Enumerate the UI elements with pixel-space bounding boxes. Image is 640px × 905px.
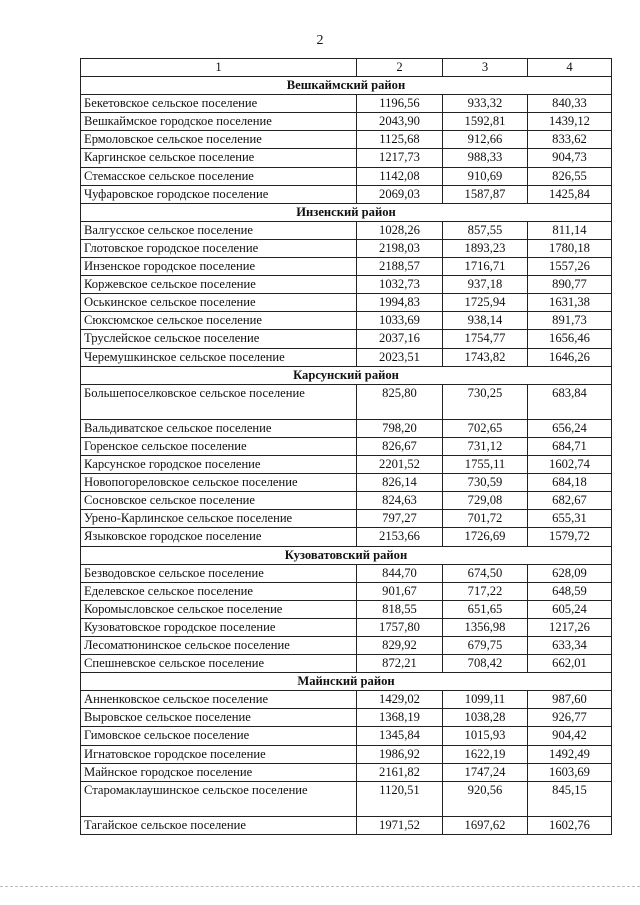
- value-cell-col-2: 797,27: [357, 510, 443, 528]
- settlement-name-cell: Спешневское сельское поселение: [81, 655, 357, 673]
- table-row: [81, 510, 612, 528]
- table-row: [81, 456, 612, 474]
- district-heading: Карсунский район: [81, 366, 612, 384]
- value-cell-col-3: 1592,81: [443, 113, 528, 131]
- value-cell-col-4: 890,77: [528, 276, 612, 294]
- settlement-name-cell: Сосновское сельское поселение: [81, 492, 357, 510]
- column-header: 4: [528, 59, 612, 77]
- settlement-name-cell: Вешкаймское городское поселение: [81, 113, 357, 131]
- table-body: [81, 59, 612, 835]
- table-row: [81, 691, 612, 709]
- value-cell-col-2: 1196,56: [357, 95, 443, 113]
- value-cell-col-3: 1356,98: [443, 618, 528, 636]
- value-cell-col-4: 605,24: [528, 600, 612, 618]
- table-row: [81, 564, 612, 582]
- table-row: [81, 582, 612, 600]
- value-cell-col-2: 825,80: [357, 384, 443, 419]
- value-cell-col-3: 938,14: [443, 312, 528, 330]
- value-cell-col-3: 912,66: [443, 131, 528, 149]
- value-cell-col-4: 1557,26: [528, 258, 612, 276]
- settlement-name-cell: Бекетовское сельское поселение: [81, 95, 357, 113]
- value-cell-col-4: 633,34: [528, 637, 612, 655]
- settlement-name-cell: Игнатовское городское поселение: [81, 745, 357, 763]
- district-heading-row: [81, 366, 612, 384]
- district-heading-row: [81, 673, 612, 691]
- value-cell-col-4: 628,09: [528, 564, 612, 582]
- value-cell-col-4: 845,15: [528, 781, 612, 816]
- table-row: [81, 528, 612, 546]
- value-cell-col-4: 662,01: [528, 655, 612, 673]
- value-cell-col-2: 2023,51: [357, 348, 443, 366]
- value-cell-col-4: 1217,26: [528, 618, 612, 636]
- settlement-name-cell: Горенское сельское поселение: [81, 437, 357, 455]
- settlement-name-cell: Лесоматюнинское сельское поселение: [81, 637, 357, 655]
- table-row: [81, 384, 612, 419]
- value-cell-col-2: 2161,82: [357, 763, 443, 781]
- value-cell-col-2: 1368,19: [357, 709, 443, 727]
- settlement-name-cell: Выровское сельское поселение: [81, 709, 357, 727]
- value-cell-col-2: 1345,84: [357, 727, 443, 745]
- table-row: [81, 149, 612, 167]
- value-cell-col-4: 840,33: [528, 95, 612, 113]
- value-cell-col-2: 2198,03: [357, 239, 443, 257]
- value-cell-col-2: 829,92: [357, 637, 443, 655]
- value-cell-col-3: 1099,11: [443, 691, 528, 709]
- value-cell-col-2: 1217,73: [357, 149, 443, 167]
- settlement-name-cell: Сюксюмское сельское поселение: [81, 312, 357, 330]
- table-row: [81, 239, 612, 257]
- table-row: [81, 185, 612, 203]
- value-cell-col-3: 910,69: [443, 167, 528, 185]
- settlement-name-cell: Глотовское городское поселение: [81, 239, 357, 257]
- value-cell-col-2: 1028,26: [357, 221, 443, 239]
- table-row: [81, 294, 612, 312]
- table-row: [81, 95, 612, 113]
- settlement-name-cell: Труслейское сельское поселение: [81, 330, 357, 348]
- value-cell-col-4: 826,55: [528, 167, 612, 185]
- value-cell-col-2: 872,21: [357, 655, 443, 673]
- column-header: 3: [443, 59, 528, 77]
- value-cell-col-4: 684,18: [528, 474, 612, 492]
- value-cell-col-4: 833,62: [528, 131, 612, 149]
- value-cell-col-4: 684,71: [528, 437, 612, 455]
- value-cell-col-4: 1780,18: [528, 239, 612, 257]
- value-cell-col-2: 2043,90: [357, 113, 443, 131]
- table-row: [81, 600, 612, 618]
- value-cell-col-3: 708,42: [443, 655, 528, 673]
- table-row: [81, 221, 612, 239]
- district-heading-row: [81, 546, 612, 564]
- value-cell-col-4: 987,60: [528, 691, 612, 709]
- value-cell-col-3: 679,75: [443, 637, 528, 655]
- value-cell-col-3: 717,22: [443, 582, 528, 600]
- value-cell-col-3: 702,65: [443, 419, 528, 437]
- value-cell-col-2: 1757,80: [357, 618, 443, 636]
- value-cell-col-2: 798,20: [357, 419, 443, 437]
- value-cell-col-4: 682,67: [528, 492, 612, 510]
- value-cell-col-4: 655,31: [528, 510, 612, 528]
- table-row: [81, 437, 612, 455]
- table-row: [81, 816, 612, 834]
- value-cell-col-2: 1033,69: [357, 312, 443, 330]
- value-cell-col-2: 1120,51: [357, 781, 443, 816]
- value-cell-col-4: 1603,69: [528, 763, 612, 781]
- value-cell-col-2: 826,14: [357, 474, 443, 492]
- table-row: [81, 474, 612, 492]
- table-row: [81, 113, 612, 131]
- table-row: [81, 709, 612, 727]
- settlement-name-cell: Коржевское сельское поселение: [81, 276, 357, 294]
- table-row: [81, 258, 612, 276]
- settlement-name-cell: Черемушкинское сельское поселение: [81, 348, 357, 366]
- value-cell-col-3: 1743,82: [443, 348, 528, 366]
- value-cell-col-4: 656,24: [528, 419, 612, 437]
- value-cell-col-3: 1747,24: [443, 763, 528, 781]
- value-cell-col-4: 683,84: [528, 384, 612, 419]
- value-cell-col-2: 1994,83: [357, 294, 443, 312]
- value-cell-col-4: 904,42: [528, 727, 612, 745]
- table-row: [81, 727, 612, 745]
- value-cell-col-4: 1425,84: [528, 185, 612, 203]
- table-row: [81, 781, 612, 816]
- district-heading: Майнский район: [81, 673, 612, 691]
- settlement-name-cell: Каргинское сельское поселение: [81, 149, 357, 167]
- value-cell-col-3: 988,33: [443, 149, 528, 167]
- value-cell-col-3: 730,59: [443, 474, 528, 492]
- value-cell-col-2: 1971,52: [357, 816, 443, 834]
- settlement-name-cell: Чуфаровское городское поселение: [81, 185, 357, 203]
- settlement-name-cell: Новопогореловское сельское поселение: [81, 474, 357, 492]
- table-header-row: [81, 59, 612, 77]
- settlement-name-cell: Инзенское городское поселение: [81, 258, 357, 276]
- value-cell-col-2: 818,55: [357, 600, 443, 618]
- value-cell-col-2: 2069,03: [357, 185, 443, 203]
- value-cell-col-2: 1032,73: [357, 276, 443, 294]
- value-cell-col-3: 1015,93: [443, 727, 528, 745]
- value-cell-col-2: 901,67: [357, 582, 443, 600]
- table-row: [81, 492, 612, 510]
- value-cell-col-2: 2037,16: [357, 330, 443, 348]
- value-cell-col-3: 857,55: [443, 221, 528, 239]
- value-cell-col-3: 1754,77: [443, 330, 528, 348]
- value-cell-col-3: 937,18: [443, 276, 528, 294]
- table-row: [81, 131, 612, 149]
- table-row: [81, 167, 612, 185]
- value-cell-col-3: 701,72: [443, 510, 528, 528]
- table-row: [81, 618, 612, 636]
- value-cell-col-4: 1631,38: [528, 294, 612, 312]
- settlement-name-cell: Еделевское сельское поселение: [81, 582, 357, 600]
- value-cell-col-2: 826,67: [357, 437, 443, 455]
- value-cell-col-4: 1492,49: [528, 745, 612, 763]
- value-cell-col-4: 926,77: [528, 709, 612, 727]
- value-cell-col-3: 729,08: [443, 492, 528, 510]
- value-cell-col-4: 891,73: [528, 312, 612, 330]
- value-cell-col-2: 2188,57: [357, 258, 443, 276]
- value-cell-col-3: 920,56: [443, 781, 528, 816]
- value-cell-col-4: 1602,76: [528, 816, 612, 834]
- value-cell-col-4: 904,73: [528, 149, 612, 167]
- table-row: [81, 763, 612, 781]
- table-row: [81, 637, 612, 655]
- value-cell-col-2: 824,63: [357, 492, 443, 510]
- settlement-name-cell: Вальдиватское сельское поселение: [81, 419, 357, 437]
- value-cell-col-4: 1656,46: [528, 330, 612, 348]
- settlement-name-cell: Карсунское городское поселение: [81, 456, 357, 474]
- column-header: 2: [357, 59, 443, 77]
- settlement-name-cell: Майнское городское поселение: [81, 763, 357, 781]
- value-cell-col-4: 1602,74: [528, 456, 612, 474]
- settlement-name-cell: Оськинское сельское поселение: [81, 294, 357, 312]
- value-cell-col-4: 1579,72: [528, 528, 612, 546]
- value-cell-col-3: 1716,71: [443, 258, 528, 276]
- settlement-name-cell: Безводовское сельское поселение: [81, 564, 357, 582]
- page-number: 2: [316, 33, 324, 48]
- value-cell-col-4: 1646,26: [528, 348, 612, 366]
- district-heading-row: [81, 77, 612, 95]
- value-cell-col-3: 730,25: [443, 384, 528, 419]
- value-cell-col-3: 731,12: [443, 437, 528, 455]
- value-cell-col-3: 674,50: [443, 564, 528, 582]
- value-cell-col-3: 1726,69: [443, 528, 528, 546]
- value-cell-col-2: 1429,02: [357, 691, 443, 709]
- settlement-name-cell: Гимовское сельское поселение: [81, 727, 357, 745]
- value-cell-col-3: 1038,28: [443, 709, 528, 727]
- settlement-name-cell: Большепоселковское сельское поселение: [81, 384, 357, 419]
- scan-edge-line: [0, 886, 640, 887]
- settlement-name-cell: Старомаклаушинское сельское поселение: [81, 781, 357, 816]
- settlement-name-cell: Тагайское сельское поселение: [81, 816, 357, 834]
- value-cell-col-3: 1587,87: [443, 185, 528, 203]
- value-cell-col-3: 1893,23: [443, 239, 528, 257]
- table-row: [81, 348, 612, 366]
- settlement-name-cell: Анненковское сельское поселение: [81, 691, 357, 709]
- value-cell-col-4: 648,59: [528, 582, 612, 600]
- table-row: [81, 330, 612, 348]
- value-cell-col-2: 1142,08: [357, 167, 443, 185]
- settlement-name-cell: Валгусское сельское поселение: [81, 221, 357, 239]
- value-cell-col-4: 1439,12: [528, 113, 612, 131]
- settlement-name-cell: Ермоловское сельское поселение: [81, 131, 357, 149]
- data-table: [80, 58, 612, 835]
- settlement-name-cell: Языковское городское поселение: [81, 528, 357, 546]
- settlement-name-cell: Коромысловское сельское поселение: [81, 600, 357, 618]
- table-row: [81, 312, 612, 330]
- value-cell-col-3: 933,32: [443, 95, 528, 113]
- settlement-name-cell: Стемасское сельское поселение: [81, 167, 357, 185]
- district-heading: Кузоватовский район: [81, 546, 612, 564]
- value-cell-col-3: 1622,19: [443, 745, 528, 763]
- district-heading: Вешкаймский район: [81, 77, 612, 95]
- column-header: 1: [81, 59, 357, 77]
- value-cell-col-3: 1755,11: [443, 456, 528, 474]
- value-cell-col-3: 1697,62: [443, 816, 528, 834]
- value-cell-col-4: 811,14: [528, 221, 612, 239]
- table-row: [81, 745, 612, 763]
- settlement-name-cell: Урено-Карлинское сельское поселение: [81, 510, 357, 528]
- district-heading: Инзенский район: [81, 203, 612, 221]
- district-heading-row: [81, 203, 612, 221]
- table-row: [81, 419, 612, 437]
- value-cell-col-2: 1986,92: [357, 745, 443, 763]
- table-row: [81, 276, 612, 294]
- value-cell-col-2: 2153,66: [357, 528, 443, 546]
- value-cell-col-3: 1725,94: [443, 294, 528, 312]
- table-row: [81, 655, 612, 673]
- settlement-name-cell: Кузоватовское городское поселение: [81, 618, 357, 636]
- value-cell-col-2: 844,70: [357, 564, 443, 582]
- value-cell-col-3: 651,65: [443, 600, 528, 618]
- value-cell-col-2: 1125,68: [357, 131, 443, 149]
- value-cell-col-2: 2201,52: [357, 456, 443, 474]
